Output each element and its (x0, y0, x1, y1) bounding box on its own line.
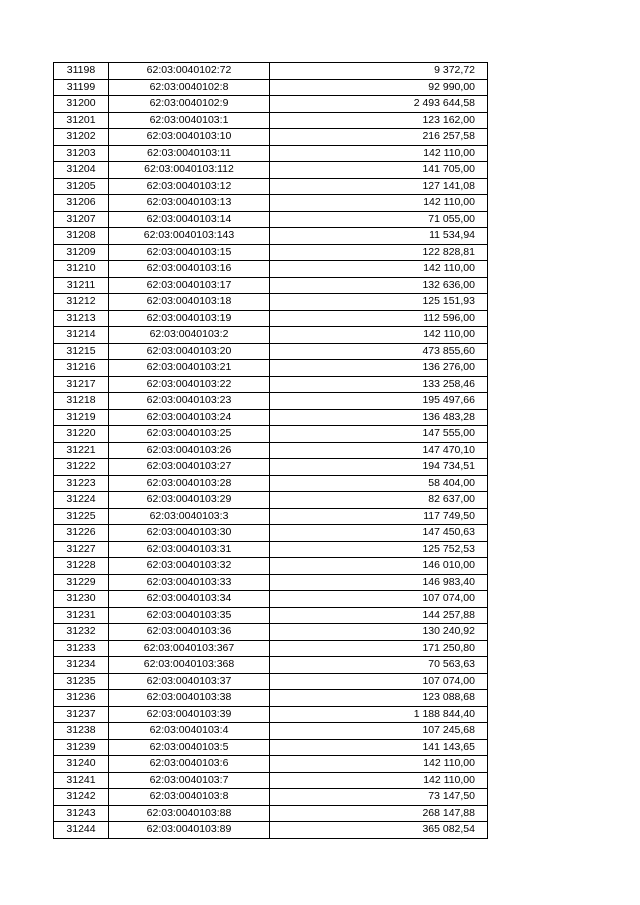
value-cell: 144 257,88 (270, 607, 488, 624)
cadastral-number-cell: 62:03:0040103:23 (109, 393, 270, 410)
cadastral-number-cell: 62:03:0040103:12 (109, 178, 270, 195)
table-row (54, 789, 488, 806)
row-number-cell: 31207 (54, 211, 109, 228)
value-cell: 142 110,00 (270, 261, 488, 278)
value-cell: 71 055,00 (270, 211, 488, 228)
row-number-cell: 31203 (54, 145, 109, 162)
table-row (54, 294, 488, 311)
row-number-cell: 31208 (54, 228, 109, 245)
value-cell: 107 245,68 (270, 723, 488, 740)
row-number-cell: 31215 (54, 343, 109, 360)
value-cell: 133 258,46 (270, 376, 488, 393)
table-row (54, 327, 488, 344)
row-number-cell: 31244 (54, 822, 109, 839)
cadastral-number-cell: 62:03:0040102:72 (109, 63, 270, 80)
cadastral-number-cell: 62:03:0040103:31 (109, 541, 270, 558)
cadastral-number-cell: 62:03:0040103:20 (109, 343, 270, 360)
value-cell: 141 705,00 (270, 162, 488, 179)
value-cell: 142 110,00 (270, 772, 488, 789)
table-row (54, 822, 488, 839)
row-number-cell: 31206 (54, 195, 109, 212)
row-number-cell: 31199 (54, 79, 109, 96)
value-cell: 117 749,50 (270, 508, 488, 525)
row-number-cell: 31205 (54, 178, 109, 195)
row-number-cell: 31226 (54, 525, 109, 542)
value-cell: 9 372,72 (270, 63, 488, 80)
row-number-cell: 31243 (54, 805, 109, 822)
cadastral-number-cell: 62:03:0040103:1 (109, 112, 270, 129)
value-cell: 473 855,60 (270, 343, 488, 360)
table-row (54, 772, 488, 789)
table-row (54, 409, 488, 426)
cadastral-number-cell: 62:03:0040103:6 (109, 756, 270, 773)
cadastral-number-cell: 62:03:0040103:10 (109, 129, 270, 146)
table-row (54, 277, 488, 294)
row-number-cell: 31240 (54, 756, 109, 773)
table-row (54, 112, 488, 129)
row-number-cell: 31222 (54, 459, 109, 476)
row-number-cell: 31230 (54, 591, 109, 608)
cadastral-number-cell: 62:03:0040103:17 (109, 277, 270, 294)
value-cell: 142 110,00 (270, 756, 488, 773)
value-cell: 146 010,00 (270, 558, 488, 575)
table-row (54, 343, 488, 360)
row-number-cell: 31225 (54, 508, 109, 525)
cadastral-number-cell: 62:03:0040103:28 (109, 475, 270, 492)
value-cell: 132 636,00 (270, 277, 488, 294)
cadastral-number-cell: 62:03:0040102:8 (109, 79, 270, 96)
cadastral-number-cell: 62:03:0040103:35 (109, 607, 270, 624)
row-number-cell: 31235 (54, 673, 109, 690)
cadastral-number-cell: 62:03:0040103:32 (109, 558, 270, 575)
row-number-cell: 31218 (54, 393, 109, 410)
cadastral-number-cell: 62:03:0040102:9 (109, 96, 270, 113)
cadastral-number-cell: 62:03:0040103:112 (109, 162, 270, 179)
value-cell: 136 483,28 (270, 409, 488, 426)
value-cell: 122 828,81 (270, 244, 488, 261)
data-table (53, 62, 488, 839)
row-number-cell: 31231 (54, 607, 109, 624)
table-row (54, 624, 488, 641)
row-number-cell: 31204 (54, 162, 109, 179)
value-cell: 82 637,00 (270, 492, 488, 509)
row-number-cell: 31234 (54, 657, 109, 674)
value-cell: 73 147,50 (270, 789, 488, 806)
cadastral-number-cell: 62:03:0040103:34 (109, 591, 270, 608)
row-number-cell: 31200 (54, 96, 109, 113)
cadastral-number-cell: 62:03:0040103:38 (109, 690, 270, 707)
table-row (54, 591, 488, 608)
cadastral-number-cell: 62:03:0040103:89 (109, 822, 270, 839)
table-row (54, 690, 488, 707)
value-cell: 147 470,10 (270, 442, 488, 459)
table-row (54, 723, 488, 740)
value-cell: 142 110,00 (270, 145, 488, 162)
cadastral-number-cell: 62:03:0040103:88 (109, 805, 270, 822)
table-row (54, 261, 488, 278)
table-row (54, 525, 488, 542)
value-cell: 141 143,65 (270, 739, 488, 756)
table-row (54, 640, 488, 657)
row-number-cell: 31221 (54, 442, 109, 459)
value-cell: 112 596,00 (270, 310, 488, 327)
table-row (54, 475, 488, 492)
cadastral-number-cell: 62:03:0040103:21 (109, 360, 270, 377)
cadastral-number-cell: 62:03:0040103:4 (109, 723, 270, 740)
cadastral-number-cell: 62:03:0040103:5 (109, 739, 270, 756)
row-number-cell: 31219 (54, 409, 109, 426)
cadastral-number-cell: 62:03:0040103:143 (109, 228, 270, 245)
value-cell: 216 257,58 (270, 129, 488, 146)
row-number-cell: 31210 (54, 261, 109, 278)
row-number-cell: 31236 (54, 690, 109, 707)
cadastral-number-cell: 62:03:0040103:26 (109, 442, 270, 459)
value-cell: 107 074,00 (270, 673, 488, 690)
row-number-cell: 31216 (54, 360, 109, 377)
value-cell: 107 074,00 (270, 591, 488, 608)
value-cell: 171 250,80 (270, 640, 488, 657)
value-cell: 147 450,63 (270, 525, 488, 542)
value-cell: 130 240,92 (270, 624, 488, 641)
row-number-cell: 31224 (54, 492, 109, 509)
cadastral-number-cell: 62:03:0040103:14 (109, 211, 270, 228)
cadastral-number-cell: 62:03:0040103:2 (109, 327, 270, 344)
value-cell: 146 983,40 (270, 574, 488, 591)
cadastral-number-cell: 62:03:0040103:22 (109, 376, 270, 393)
cadastral-number-cell: 62:03:0040103:3 (109, 508, 270, 525)
table-row (54, 79, 488, 96)
cadastral-number-cell: 62:03:0040103:18 (109, 294, 270, 311)
cadastral-number-cell: 62:03:0040103:7 (109, 772, 270, 789)
table-row (54, 607, 488, 624)
row-number-cell: 31220 (54, 426, 109, 443)
value-cell: 147 555,00 (270, 426, 488, 443)
value-cell: 70 563,63 (270, 657, 488, 674)
table-row (54, 805, 488, 822)
cadastral-number-cell: 62:03:0040103:13 (109, 195, 270, 212)
value-cell: 92 990,00 (270, 79, 488, 96)
value-cell: 2 493 644,58 (270, 96, 488, 113)
table-row (54, 442, 488, 459)
table-body (54, 63, 488, 839)
table-row (54, 376, 488, 393)
row-number-cell: 31209 (54, 244, 109, 261)
cadastral-number-cell: 62:03:0040103:368 (109, 657, 270, 674)
value-cell: 268 147,88 (270, 805, 488, 822)
row-number-cell: 31201 (54, 112, 109, 129)
value-cell: 58 404,00 (270, 475, 488, 492)
value-cell: 127 141,08 (270, 178, 488, 195)
cadastral-number-cell: 62:03:0040103:16 (109, 261, 270, 278)
row-number-cell: 31227 (54, 541, 109, 558)
value-cell: 123 162,00 (270, 112, 488, 129)
cadastral-number-cell: 62:03:0040103:33 (109, 574, 270, 591)
table-row (54, 558, 488, 575)
cadastral-number-cell: 62:03:0040103:15 (109, 244, 270, 261)
table-row (54, 706, 488, 723)
cadastral-number-cell: 62:03:0040103:24 (109, 409, 270, 426)
row-number-cell: 31238 (54, 723, 109, 740)
table-row (54, 211, 488, 228)
cadastral-number-cell: 62:03:0040103:36 (109, 624, 270, 641)
table-row (54, 244, 488, 261)
value-cell: 125 151,93 (270, 294, 488, 311)
table-row (54, 228, 488, 245)
table-row (54, 492, 488, 509)
table-row (54, 508, 488, 525)
table-row (54, 739, 488, 756)
table-row (54, 310, 488, 327)
table-row (54, 360, 488, 377)
value-cell: 125 752,53 (270, 541, 488, 558)
table-row (54, 145, 488, 162)
row-number-cell: 31233 (54, 640, 109, 657)
cadastral-number-cell: 62:03:0040103:30 (109, 525, 270, 542)
cadastral-number-cell: 62:03:0040103:8 (109, 789, 270, 806)
row-number-cell: 31239 (54, 739, 109, 756)
row-number-cell: 31232 (54, 624, 109, 641)
table-row (54, 426, 488, 443)
cadastral-number-cell: 62:03:0040103:27 (109, 459, 270, 476)
table-row (54, 574, 488, 591)
table-row (54, 541, 488, 558)
row-number-cell: 31228 (54, 558, 109, 575)
row-number-cell: 31211 (54, 277, 109, 294)
table-row (54, 129, 488, 146)
row-number-cell: 31213 (54, 310, 109, 327)
table-row (54, 393, 488, 410)
cadastral-number-cell: 62:03:0040103:367 (109, 640, 270, 657)
value-cell: 142 110,00 (270, 195, 488, 212)
row-number-cell: 31237 (54, 706, 109, 723)
cadastral-number-cell: 62:03:0040103:19 (109, 310, 270, 327)
cadastral-number-cell: 62:03:0040103:39 (109, 706, 270, 723)
value-cell: 195 497,66 (270, 393, 488, 410)
row-number-cell: 31202 (54, 129, 109, 146)
value-cell: 194 734,51 (270, 459, 488, 476)
row-number-cell: 31212 (54, 294, 109, 311)
value-cell: 365 082,54 (270, 822, 488, 839)
cadastral-number-cell: 62:03:0040103:11 (109, 145, 270, 162)
table-row (54, 63, 488, 80)
table-row (54, 756, 488, 773)
row-number-cell: 31242 (54, 789, 109, 806)
table-row (54, 195, 488, 212)
value-cell: 142 110,00 (270, 327, 488, 344)
table-row (54, 673, 488, 690)
value-cell: 136 276,00 (270, 360, 488, 377)
cadastral-number-cell: 62:03:0040103:25 (109, 426, 270, 443)
row-number-cell: 31198 (54, 63, 109, 80)
table-row (54, 459, 488, 476)
row-number-cell: 31214 (54, 327, 109, 344)
cadastral-number-cell: 62:03:0040103:29 (109, 492, 270, 509)
cadastral-number-cell: 62:03:0040103:37 (109, 673, 270, 690)
row-number-cell: 31223 (54, 475, 109, 492)
table-row (54, 657, 488, 674)
value-cell: 11 534,94 (270, 228, 488, 245)
row-number-cell: 31229 (54, 574, 109, 591)
value-cell: 1 188 844,40 (270, 706, 488, 723)
table-row (54, 162, 488, 179)
value-cell: 123 088,68 (270, 690, 488, 707)
row-number-cell: 31241 (54, 772, 109, 789)
row-number-cell: 31217 (54, 376, 109, 393)
table-row (54, 96, 488, 113)
table-row (54, 178, 488, 195)
